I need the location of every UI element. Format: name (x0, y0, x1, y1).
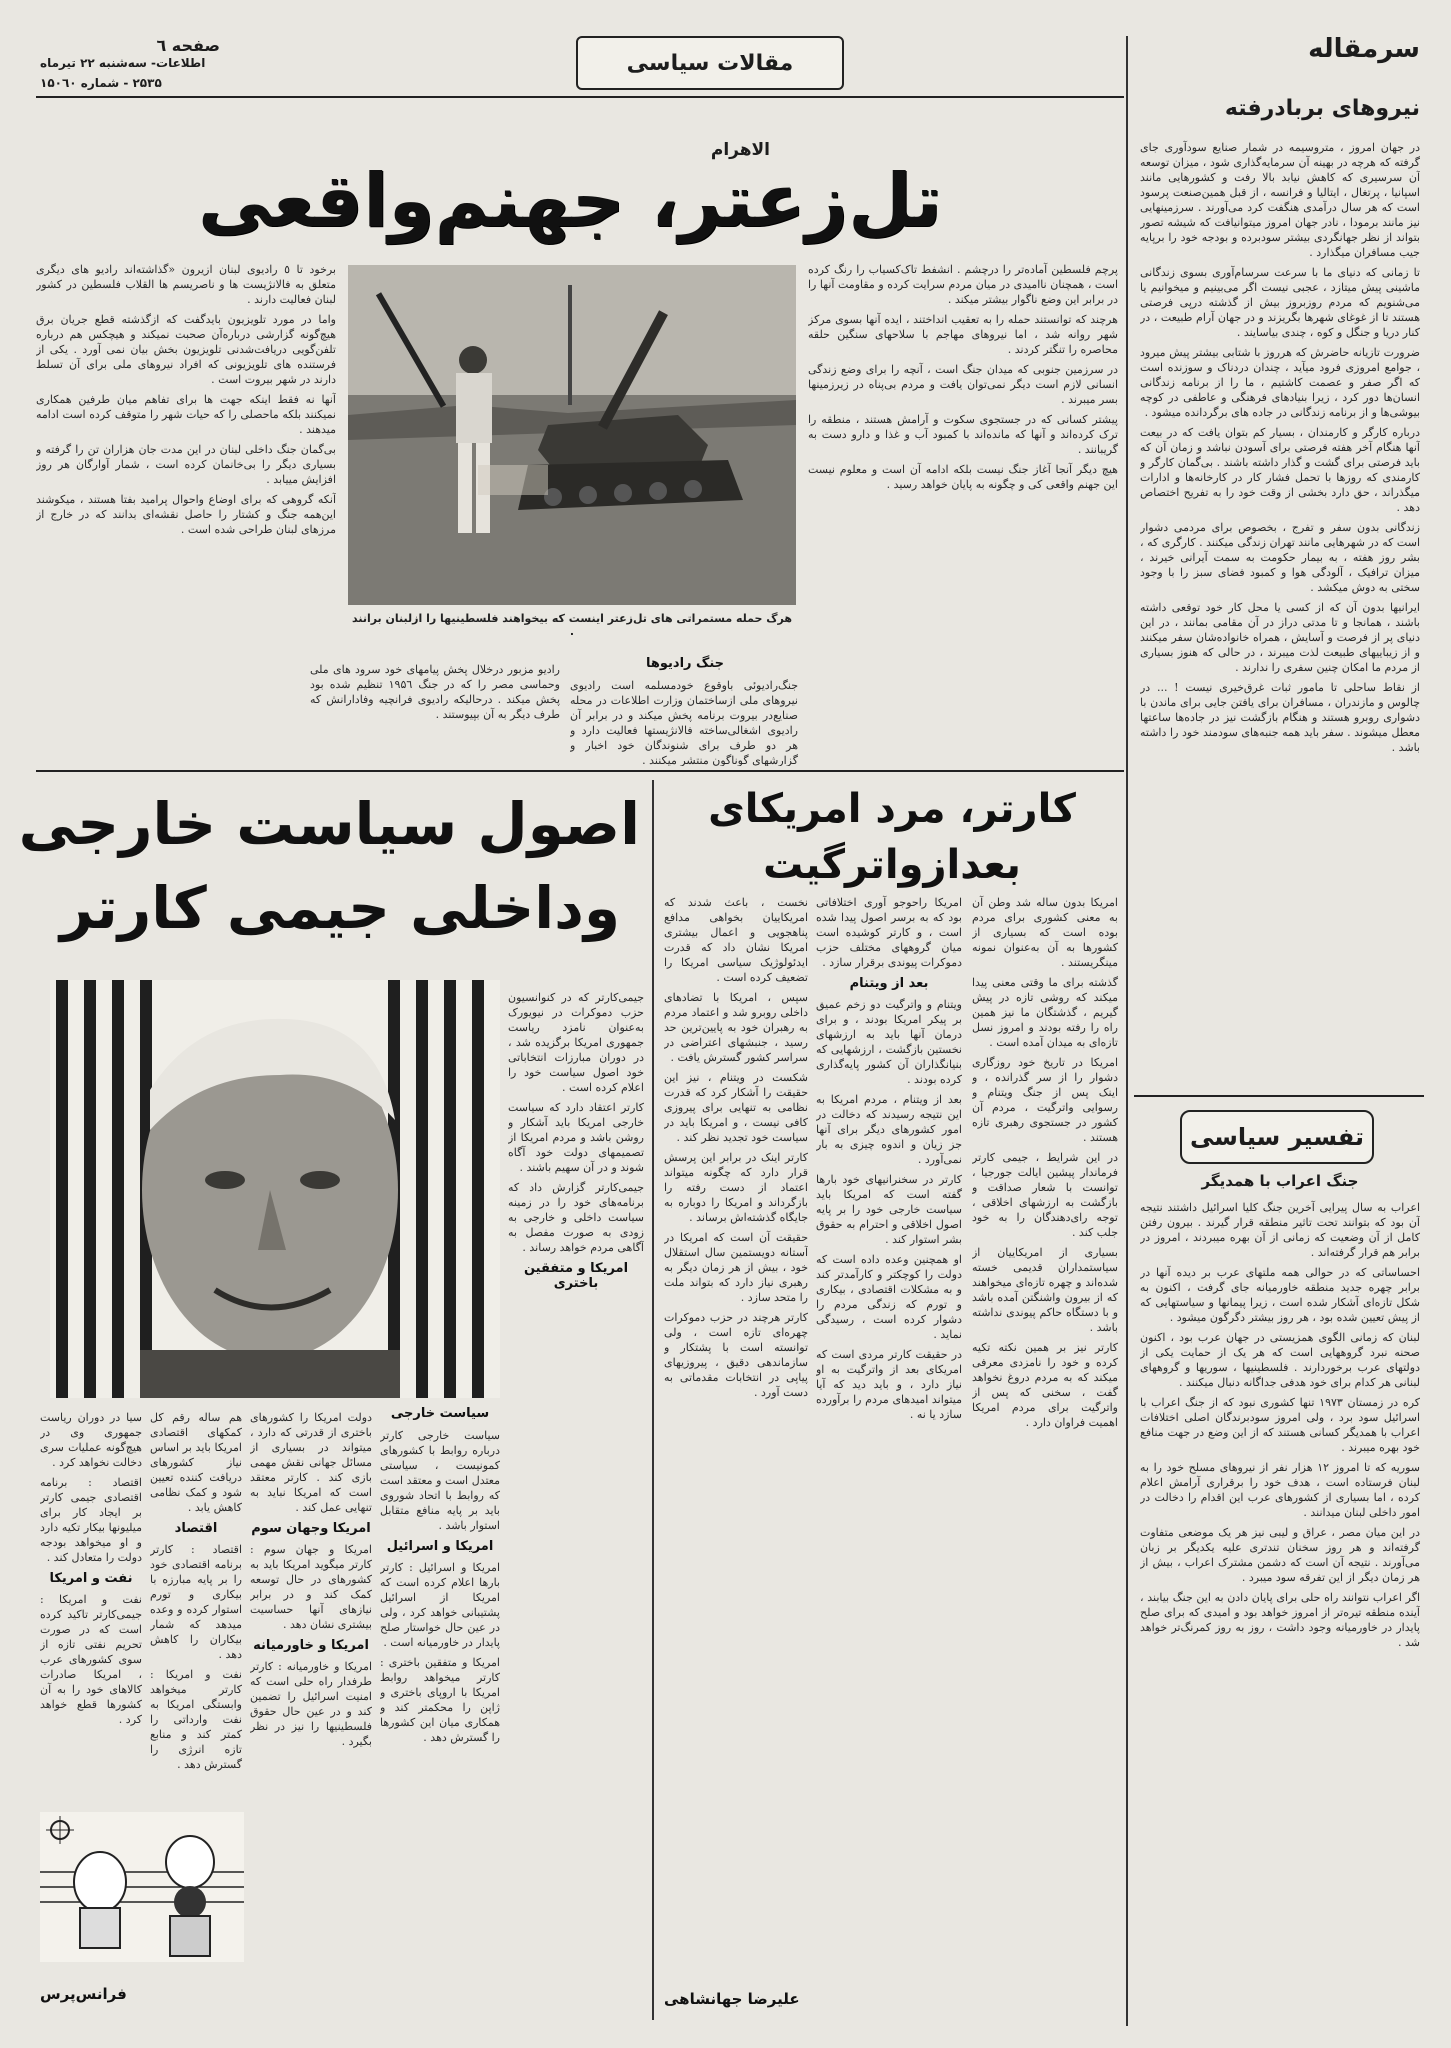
tafsir-title: جنگ اعراب با همدیگر (1201, 1172, 1359, 1190)
radio-war-subhead: جنگ رادیوها (645, 656, 725, 671)
carter-gate-paragraph: کارتر در سخنرانیهای خود بارها گفته است که امریکا باید سیاست خارجی خود را بر پایه اصول اخلاقی و احترام به حقوق بشر استوار کند . (816, 1173, 962, 1246)
tank-photo-caption: هرگ حمله مستمراتی های تل‌زعتر اینست که بیخواهند فلسطینیها را ازلبنان برانند . (351, 612, 793, 638)
tafsir-paragraph: اگر اعراب نتوانند راه حلی برای پایان دادن به این جنگ بیابند ، آینده منطقه تیره‌تر از امروز خواهد بود و امیدی که برای صلح پایدار در خاورمیانه وجود داشت ، روز به روز کمرنگ‌تر خواهد شد . (1140, 1591, 1420, 1649)
jimmy-carter-paragraph: جیمی‌کارتر که در کنوانسیون حزب دموکرات در نیویورک به‌عنوان نامزد ریاست جمهوری امریکا برگزیده شد ، در دوران مبارزات انتخاباتی خود اصول سیاست خود را اعلام کرده است . (508, 991, 644, 1094)
carter-portrait-illustration (50, 980, 500, 1398)
jimmy-carter-column-2 (380, 1428, 500, 2018)
carter-gate-paragraph: امریکا بدون ساله شد وطن آن به معنی کشوری برای مردم بوده است که بسیاری از کشورها به آن به‌عنوان نمونه مینگریستند . (972, 896, 1118, 969)
jimmy-carter-paragraph: اقتصاد : برنامه اقتصادی جیمی کارتر بر ایجاد کار برای میلیونها بیکار تکیه دارد و او میخواهد بودجه دولت را متعادل کند . (40, 1476, 142, 1564)
editorial-paragraph: درباره کارگر و کارمندان ، بسیار کم بتوان یافت که در بیعت آنها هنگام آخر هفته فرصتی برای آسودن نباشد و زمان آن که باید فرصتی برای گشت و گذار داشته باشند . بی‌گمان کارگر و کارمندی که روزها با تحمل فشار کار در کارخانه‌ها و ادارات میگذراند ، حق دارد بخشی از وقت خود را به تفریح اختصاص دهد . (1140, 426, 1420, 514)
carter-gate-headline-1: کارتر، مرد امریکای (708, 786, 1076, 832)
editorial-paragraph: از نقاط ساحلی تا مامور ثبات غرق‌خیری نیست ! ... در چالوس و مازندران ، مسافران برای یافتن جایی برای ماندن با دشواری روبرو هستند و هنگام بازگشت نیز در جاده‌ها ساعتها معطل میشوند . سفر باید همه جنبه‌های سودمند خود را داشته باشد . (1140, 681, 1420, 754)
radio-war-text-continued: رادیو مزبور درخلال پخش پیامهای خود سرود های ملی وحماسی مصر را که در جنگ ۱۹۵٦ تنظیم شده بود پخش میکند . درحالیکه رادیوی فرانچیه وفادارانش که طرف دیگر به آن بپیوستند . (310, 663, 560, 721)
issue-line: ۲۵۳۵ - شماره ۱۵۰٦۰ (40, 76, 162, 90)
editorial-title: نیروهای بربادرفته (1224, 96, 1420, 121)
tal-zaatar-column-right (808, 262, 1118, 762)
editorial-paragraph: ایرانیها بدون آن که از کسی یا محل کار خود توقعی داشته باشند ، همانجا و تا مدتی دراز در آن مقامی بمانند ، در این دنیای پر از فرصت و آسایش ، همراه خانواده‌شان سفر میکنند و از زیباییهای طبیعت لذت میبرند ، در حالی که هنوز بسیاری از مردم ما امکان چنین سفری را ندارند . (1140, 601, 1420, 674)
tal-zaatar-paragraph: آنها نه فقط اینکه جهت ها برای تفاهم میان طرفین همکاری نمیکنند بلکه ماحصلی را که حیات شهر را متوقف کرده است ادامه میدهند . (36, 393, 336, 436)
third-world-subhead: امریکا وجهان سوم (251, 1521, 371, 1536)
carter-column-divider (652, 780, 654, 2020)
tal-zaatar-paragraph: واما در مورد تلویزیون بایدگفت که ازگذشته قطع جریان برق هیچ‌گونه گزارشی درباره‌آن صحبت نمیکند و هیچکس هم درباره تلفن‌گویی دریافت‌شدنی تلویزیون بخش بیان نمی آورد . یکی از فرستنده های تلویزیونی که افراد نیروهای ملی برای آن تسلط دارند در شهر بیروت است . (36, 313, 336, 386)
tal-zaatar-paragraph: برخود تا ٥ رادیوی لبنان ازیرون «گذاشته‌اند رادیو های دیگری متعلق به فالانژیست ها و ناصریسم ها القلاب فلسطین در کشور لبنان فعالیت دارند . (36, 263, 336, 306)
tafsir-paragraph: کره در زمستان ۱۹۷۳ تنها کشوری نبود که از جنگ اعراب با اسرائیل سود برد ، ولی امروز سودبرندگان اصلی اختلافات اعراب با همدیگر کسانی هستند که از این وضع در جهت منافع خود بهره میبرند . (1140, 1396, 1420, 1454)
jimmy-carter-headline-1: اصول سیاست خارجی (18, 790, 640, 858)
carter-gate-column-2 (816, 895, 962, 2015)
editorial-paragraph: ضرورت تازیانه حاضرش که هرروز با شتابی بیشتر پیش میرود ، جوامع امروزی فرود میآید ، چندان دردناک و سوزنده است که اگر صفر و عصمت کاشتیم ، ما را از برنامه زندگانی انسان‌ها دور کرد ، زیرا بنیادهای فرهنگی و عاطفی در کوچه بیوشی‌ها و از برنامه زندگانی در جاده های برگردانده میشود . (1140, 346, 1420, 419)
carter-gate-paragraph: امریکا راحوجو آوری اختلافاتی بود که به برسر اصول پیدا شده است ، و کارتر کوشیده است میان گروههای مختلف حزب دموکرات پیوندی برقرار سازد . (816, 896, 962, 969)
jimmy-carter-paragraph: امریکا و اسرائیل : کارتر بارها اعلام کرده است که امریکا از اسرائیل پشتیبانی خواهد کرد ، ولی در عین حال خواستار صلح پایدار در خاورمیانه است . (380, 1561, 500, 1649)
masthead-rule (36, 96, 1124, 98)
page-number: صفحه ٦ (156, 36, 220, 55)
tal-zaatar-paragraph: پیشتر کسانی که در جستجوی سکوت و آرامش هستند ، منطقه را ترک کرده‌اند و آنها که مانده‌اند با کمبود آب و غذا و دارو دست به گریبانند . (808, 413, 1118, 456)
tafsir-rule (1134, 1095, 1424, 1097)
jimmy-carter-paragraph: هم ساله رقم کل کمکهای اقتصادی امریکا باید بر اساس نیاز کشورهای دریافت کننده تعیین شود و کمک نظامی کاهش یابد . (150, 1411, 242, 1514)
economy-subhead: اقتصاد (174, 1521, 218, 1536)
tafsir-paragraph: سوریه که تا امروز ۱۲ هزار نفر از نیروهای مسلح خود را به لبنان فرستاده است ، هدف خود را برقراری آرامش اعلام کرده ، اما بسیاری از کشورهای عرب این اقدام را دخالت در امور داخلی لبنان میدانند . (1140, 1461, 1420, 1519)
carter-gate-headline-2: بعدازواترگیت (763, 842, 1021, 888)
tank-photo-illustration (348, 265, 796, 605)
carter-portrait (50, 980, 500, 1398)
carter-gate-column-1 (972, 895, 1118, 2015)
boxing-cartoon-illustration (40, 1812, 244, 1962)
jimmy-carter-column-3 (250, 1410, 372, 2018)
tafsir-paragraph: احساساتی که در حوالی همه ملتهای عرب بر دیده آنها در برابر چهره جدید منطقه خاورمیانه جای گرفت ، اکنون به شکل تازه‌ای آشکار شده است ، زیرا پیمانها و سیاستهایی که از پیش تعیین شده بود ، هر روز بیشتر دگرگون میشود . (1140, 1266, 1420, 1324)
radio-war-text: جنگ‌رادیوئی باوقوع خودمسلمه است رادیوی نیروهای ملی ازساختمان وزارت اطلاعات در محله صنایع‌در بیروت برنامه پخش میکند و در برابر آن رادیوی اشغالی‌ساخته فالانژیستها فعالیت دارد و هر دو طرف برای شنوندگان خود اخبار و گزارشهای گوناگون منتشر میکنند . (570, 679, 798, 766)
tank-photo (348, 265, 796, 605)
jimmy-carter-paragraph: نفت و امریکا : کارتر میخواهد وابستگی امریکا به نفت وارداتی را کمتر کند و منابع تازه انرژی را گسترش دهد . (150, 1668, 242, 1771)
jimmy-carter-paragraph: امریکا و خاورمیانه : کارتر طرفدار راه حلی است که امنیت اسرائیل را تضمین کند و در عین حال حقوق فلسطینیها را نیز در نظر بگیرد . (250, 1660, 372, 1748)
carter-gate-paragraph: کارتر اینک در برابر این پرسش قرار دارد که چگونه میتواند اعتماد از دست رفته را بازگرداند و امریکا را دوباره به جایگاه گذشته‌اش برساند . (664, 1151, 808, 1224)
tal-zaatar-headline: تل‌زعتر، جهنم‌واقعی (198, 158, 942, 244)
section-box: مقالات سیاسی (576, 36, 844, 90)
jimmy-carter-paragraph: دولت امریکا را کشورهای باختری از قدرتی که دارد ، میتواند در بسیاری از مسائل جهانی نقش مهمی بازی کند . کارتر معتقد است که امریکا نباید به تنهایی عمل کند . (250, 1411, 372, 1514)
carter-gate-paragraph: سپس ، امریکا با تضادهای داخلی روبرو شد و اعتماد مردم به رهبران خود به پایین‌ترین حد رسید ، جنبشهای اعتراضی در سراسر کشور گسترش یافت . (664, 991, 808, 1064)
carter-gate-paragraph: حقیقت آن است که امریکا در آستانه دویستمین سال استقلال خود ، بیش از هر زمان دیگر به رهبری نیاز دارد که بتواند ملت را متحد سازد . (664, 1231, 808, 1304)
editorial-body (1140, 140, 1420, 1080)
carter-gate-paragraph: او همچنین وعده داده است که دولت را کوچکتر و کارآمدتر کند و به مشکلات اقتصادی ، بیکاری و تورم که زندگی مردم را دشوار کرده است ، رسیدگی نماید . (816, 1253, 962, 1341)
jimmy-carter-column-4 (150, 1410, 242, 1800)
jimmy-carter-paragraph: نفت و امریکا : جیمی‌کارتر تاکید کرده است که در صورت تحریم نفتی تازه از سوی کشورهای عرب ، امریکا صادرات کالاهای خود را به آن کشورها قطع خواهد کرد . (40, 1593, 142, 1726)
afp-credit: فرانس‌پرس (40, 1985, 127, 2003)
carter-gate-paragraph: گذشته برای ما وقتی معنی پیدا میکند که روشی تازه در پیش گیریم ، گذشتگان ما نیز همین راه را رفته بودند و امروز نسل تازه‌ای به میدان آمده است . (972, 976, 1118, 1049)
tal-zaatar-paragraph: هرچند که توانستند حمله را به تعقیب انداختند ، ایده آنها بسوی مرکز شهر روانه شد ، اما نیروهای مهاجم با سلاحهای سنگین حلقه محاصره را تنگتر کردند . (808, 313, 1118, 356)
jimmy-carter-headline-2: وداخلی جیمی کارتر (59, 874, 621, 942)
jimmy-carter-paragraph: امریکا و جهان سوم : کارتر میگوید امریکا باید به کشورهای در حال توسعه کمک کند و در برابر نیازهای آنها حساسیت بیشتری نشان دهد . (250, 1543, 372, 1631)
carter-gate-author: علیرضا جهانشاهی (664, 1990, 800, 2008)
carter-gate-column-3 (664, 895, 808, 1970)
allies-subhead: امریکا و متفقین باختری (523, 1261, 629, 1291)
carter-gate-paragraph: بسیاری از امریکاییان از سیاستمداران قدیمی خسته شده‌اند و چهره تازه‌ای میخواهند که از بیرون واشنگتن آمده باشد و با دستگاه حاکم پیوندی نداشته باشد . (972, 1246, 1118, 1334)
tal-zaatar-paragraph: پرچم فلسطین آماده‌تر را درچشم . انشفط تاک‌کسیاب را رنگ کرده است ، همچنان ناامیدی در میان مردم سرایت کرده و مقاومت آنها را در برابر این وضع ناگوار بیشتر میکند . (808, 263, 1118, 306)
oil-subhead: نفت و امریکا (49, 1571, 133, 1586)
editorial-label: سرمقاله (1308, 34, 1420, 64)
carter-gate-paragraph: کارتر هرچند در حزب دموکرات چهره‌ای تازه است ، ولی توانسته است با پشتکار و سازماندهی دقیق ، پیروزیهای پیاپی در انتخابات مقدماتی به دست آورد . (664, 1311, 808, 1399)
jimmy-carter-column-1 (508, 990, 644, 2020)
tal-zaatar-paragraph: در سرزمین جنوبی که میدان جنگ است ، آنچه را برای وضع زندگی انسانی لازم است دیگر نمی‌توان یافت و مردم بی‌پناه در زیرزمینها بسر میبرند . (808, 363, 1118, 406)
jimmy-carter-paragraph: کارتر اعتقاد دارد که سیاست خارجی امریکا باید آشکار و روشن باشد و مردم امریکا از تصمیمهای دولت خود آگاه شوند و در آن سهیم باشند . (508, 1101, 644, 1174)
editorial-divider (1126, 36, 1128, 2026)
carter-gate-paragraph: کارتر نیز بر همین نکته تکیه کرده و خود را نامزدی معرفی میکند که به مردم دروغ نخواهد گفت ، سخنی که پس از واترگیت برای مردم امریکا اهمیت فراوان دارد . (972, 1341, 1118, 1429)
jimmy-carter-column-5 (40, 1410, 142, 1800)
carter-gate-paragraph: شکست در ویتنام ، نیز این حقیقت را آشکار کرد که قدرت نظامی به تنهایی برای پیروزی کافی نیست ، و امریکا باید در سیاست خود تجدید نظر کند . (664, 1071, 808, 1144)
carter-gate-paragraph: امریکا در تاریخ خود روزگاری دشوار را از سر گذرانده ، و اینک پس از جنگ ویتنام و رسوایی واترگیت ، مردم آن کشور در جستجوی رهبری تازه هستند . (972, 1056, 1118, 1144)
carter-gate-paragraph: ویتنام و واترگیت دو زخم عمیق بر پیکر امریکا بودند ، و برای درمان آنها باید به ارزشهای نخستین بازگشت ، ارزشهایی که بنیانگذاران آن کشور پایه‌گذاری کرده بودند . (816, 998, 962, 1086)
tal-zaatar-paragraph: آنکه گروهی که برای اوضاع واحوال پرامید بفتا هستند ، میکوشند این‌همه جنگ و کشتار را حاصل نقشه‌ای بدانند که در خارج از مرزهای لبنان طراحی شده است . (36, 493, 336, 536)
tafsir-paragraph: اعراب به سال پیرایی آخرین جنگ کلیا اسرائیل داشتند نتیجه آن بود که بتوانند تحت تاثیر منطقه قرار گیرند . بیرون رفتن کامل از آن وضعیت که زمانی از آن بهره میبردند ، امروز در برابر هم قرار گرفته‌اند . (1140, 1201, 1420, 1259)
editorial-paragraph: زندگانی بدون سفر و تفرج ، بخصوص برای مردمی دشوار است که در شهرهایی مانند تهران زندگی میکنند . کارگری که ، بشر روز هفته ، به بیمار حکومت به سمت آیرانی خیرند ، میزان ترافیک ، آلودگی هوا و کمبود فضای سبز را با وجود سختی به دوش میکشد . (1140, 521, 1420, 594)
carter-gate-paragraph: در این شرایط ، جیمی کارتر فرماندار پیشین ایالت جورجیا ، توانست با شعار صداقت و بازگشت به ارزشهای اخلاقی ، توجه رای‌دهندگان را به خود جلب کند . (972, 1151, 1118, 1239)
tafsir-paragraph: لبنان که زمانی الگوی همزیستی در جهان عرب بود ، اکنون صحنه نبرد گروههایی است که هر یک از حمایت یکی از دولتهای عرب برخوردارند . فلسطینیها ، سوریها و گروههای لبنانی هر کدام برای خود هدفی جداگانه دنبال میکنند . (1140, 1331, 1420, 1389)
jimmy-carter-paragraph: امریکا و متفقین باختری : کارتر میخواهد روابط امریکا با اروپای باختری و ژاپن را محکمتر کند و همکاری میان این کشورها را گسترش دهد . (380, 1656, 500, 1744)
mideast-subhead: امریکا و خاورمیانه (253, 1638, 369, 1653)
boxing-cartoon (40, 1812, 244, 1962)
jimmy-carter-paragraph: سیا در دوران ریاست جمهوری وی در هیچ‌گونه عملیات سری دخالت نخواهد کرد . (40, 1411, 142, 1469)
carter-gate-paragraph: بعد از ویتنام ، مردم امریکا به این نتیجه رسیدند که دخالت در امور کشورهای دیگر برای آنها جز زیان و اندوه چیزی به بار نمی‌آورد . (816, 1093, 962, 1166)
tal-zaatar-paragraph: هیچ دیگر آنجا آغاز جنگ نیست بلکه ادامه آن است و معلوم نیست این جهنم واقعی کی و چگونه به پایان خواهد رسید . (808, 463, 1118, 491)
carter-gate-paragraph: نخست ، باعث شدند که امریکاییان بخواهی مدافع پناهجویی و اعمال بیشتری امریکا نشان داد که قدرت ایدئولوژیک سیاسی امریکا را تضعیف کرده است . (664, 896, 808, 984)
jimmy-carter-paragraph: جیمی‌کارتر گزارش داد که برنامه‌های خود را در زمینه سیاست داخلی و خارجی به زودی به صورت مفصل به آگاهی مردم خواهد رساند . (508, 1181, 644, 1254)
jimmy-carter-paragraph: اقتصاد : کارتر برنامه اقتصادی خود را بر پایه مبارزه با بیکاری و تورم استوار کرده و وعده میدهد که شمار بیکاران را کاهش دهد . (150, 1543, 242, 1661)
jimmy-carter-paragraph: سیاست خارجی کارتر درباره روابط با کشورهای کمونیست ، سیاستی معتدل است و معتقد است که روابط با اتحاد شوروی باید بر پایه منافع متقابل استوار باشد . (380, 1429, 500, 1532)
after-vietnam-subhead: بعد از ویتنام (849, 976, 929, 991)
israel-subhead: امریکا و اسرائیل (386, 1539, 494, 1554)
source-label: الاهرام (710, 140, 770, 160)
mid-page-rule (36, 770, 1124, 772)
tal-zaatar-paragraph: بی‌گمان جنگ داخلی لبنان در این مدت جان هزاران تن را گرفته و بسیاری دیگر را بی‌خانمان کرده است ، شمار آوارگان هر روز افزایش مییابد . (36, 443, 336, 486)
tal-zaatar-column-left (36, 262, 336, 702)
publication-line: اطلاعات- سه‌شنبه ۲۲ تیرماه (40, 56, 206, 70)
editorial-paragraph: تا زمانی که دنیای ما با سرعت سرسام‌آوری بسوی زندگانی ماشینی پیش میتازد ، عجبی نیست اگر می‌بینیم و میخوانیم یا می‌شنویم که مردم روزبروز بیش از گذشته درپی فرصتی هستند تا از غوغای شهرها بگریزند و در جهان آرام طبیعت ، در کنار دریا و جنگل و کوه ، چندی بیاسایند . (1140, 266, 1420, 339)
tafsir-paragraph: در این میان مصر ، عراق و لیبی نیز هر یک موضعی متفاوت گرفته‌اند و هر روز سخنان تندتری علیه یکدیگر بر زبان می‌آورند . نتیجه آن است که دشمن مشترک اعراب ، بیش از هر زمان دیگر از این تفرقه سود میبرد . (1140, 1526, 1420, 1584)
editorial-paragraph: در جهان امروز ، متروسیمه در شمار صنایع سودآوری جای گرفته که هرچه در بهینه آن سرمایه‌گذاری شود ، میزان توسعه آن سرسیری که کاهش نیابد بالا رفت و کشورهایی مانند اسپانیا ، پرتغال ، ایتالیا و فرانسه ، از قبل همین‌صنعت پرسود است که هر سال درآمدی هنگفت کرد می‌آورند . سرزمینهایی نیز مانند برمودا ، نادر جهان امروز میتوانیافت که شیشه تصور بتواند از نظر جهانگردی بیشتر سودبرده و بودجه خود را برپایه جیب مسافران میگذارد . (1140, 141, 1420, 259)
tafsir-label-box: تفسیر سیاسی (1180, 1110, 1374, 1164)
foreign-policy-subhead: سیاست خارجی (390, 1406, 490, 1421)
tafsir-body (1140, 1200, 1420, 2020)
carter-gate-paragraph: در حقیقت کارتر مردی است که امریکای بعد از واترگیت به او نیاز دارد ، و باید دید که آیا میتواند امیدهای مردم را برآورده سازد یا نه . (816, 1348, 962, 1421)
